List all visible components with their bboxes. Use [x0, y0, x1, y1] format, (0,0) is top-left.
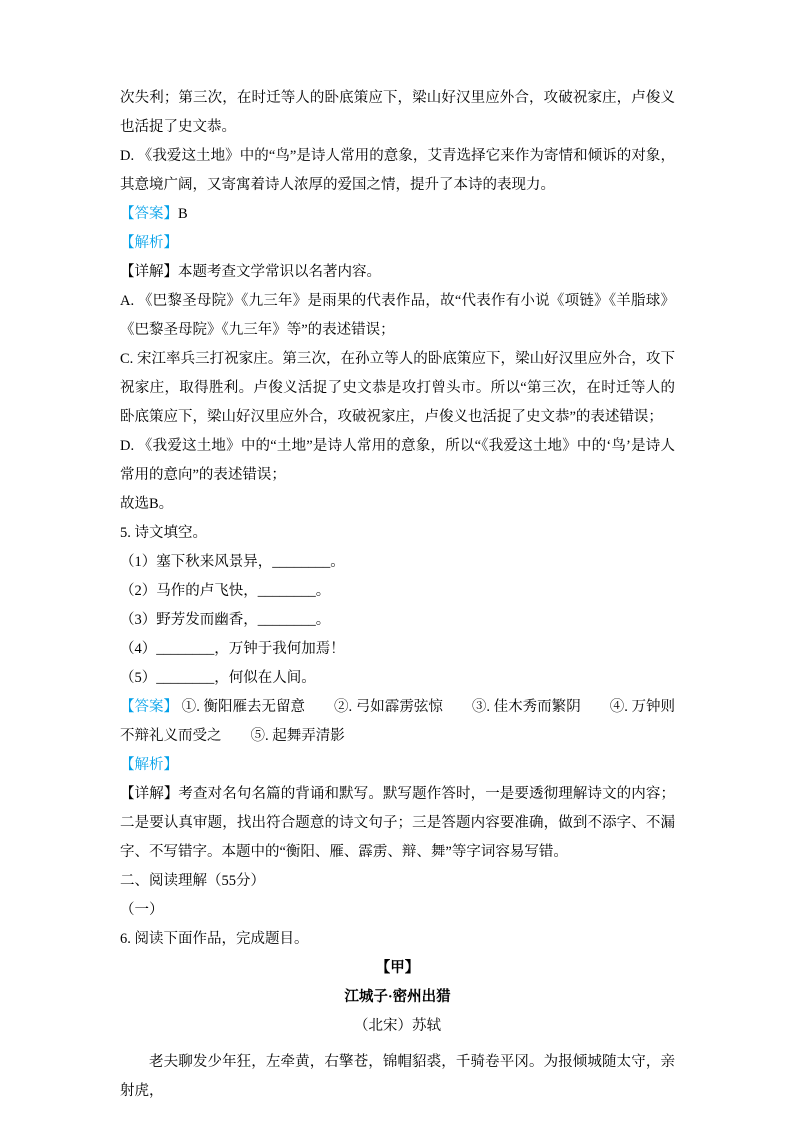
poem-author: （北宋）苏轼: [354, 1018, 441, 1034]
q5-blank-3: （3）野芳发而幽香，________。: [120, 612, 331, 628]
analysis-label: 【解析】: [120, 235, 178, 251]
answer-value: B: [178, 206, 188, 222]
analysis-line-q4: [120, 229, 675, 258]
analysis-label: 【解析】: [120, 757, 178, 773]
option-d-text: D. 《我爱这土地》中的“鸟”是诗人常用的意象，艾青选择它来作为寄情和倾诉的对象，其意境广阔，又寄寓着诗人浓厚的爱国之情，提升了本诗的表现力。: [120, 148, 675, 193]
detail-conclusion: 故选B。: [120, 496, 174, 512]
detail-q5: 【详解】考查对名句名篇的背诵和默写。默写题作答时，一是要透彻理解诗文的内容；二是要认真审题，找出符合题意的诗文句子；三是答题内容要准确，做到不添字、不漏字、不写错字。本题中的“衡阳、雁、霹雳、辩、舞”等字词容易写错。: [120, 786, 675, 860]
q5-blank-5: （5）________，何似在人间。: [120, 670, 316, 686]
answer-label: 【答案】: [120, 206, 178, 222]
detail-option-a: A. 《巴黎圣母院》《九三年》是雨果的代表作品，故“代表作有小说《项链》《羊脂球》《巴黎圣母院》《九三年》等”的表述错误；: [120, 293, 675, 338]
detail-head-q4: 【详解】本题考查文学常识以名著内容。: [120, 264, 381, 280]
q5-blank-4: （4）________，万钟于我何加焉！: [120, 641, 345, 657]
answer-label: 【答案】: [120, 699, 179, 715]
question-5-title: 5. 诗文填空。: [120, 525, 207, 541]
q5-blank-1: （1）塞下秋来风景异，________。: [120, 554, 345, 570]
paragraph-continuation: 次失利；第三次，在时迁等人的卧底策应下，梁山好汉里应外合，攻破祝家庄，卢俊义也活捉了史文恭。: [120, 90, 675, 135]
poem-jia-label: 【甲】: [375, 960, 420, 976]
section-2-title: 二、阅读理解（55分）: [120, 873, 265, 889]
answer-line-q4: [120, 200, 675, 229]
question-6-title: 6. 阅读下面作品，完成题目。: [120, 931, 309, 947]
poem-first-line: 老夫聊发少年狂，左牵黄，右擎苍，锦帽貂裘，千骑卷平冈。为报倾城随太守，亲射虎，: [120, 1054, 675, 1099]
answer-line-q5: [120, 693, 675, 751]
detail-option-c: C. 宋江率兵三打祝家庄。第三次，在孙立等人的卧底策应下，梁山好汉里应外合，攻下祝家庄，取得胜利。卢俊义活捉了史文恭是攻打曾头市。所以“第三次，在时迁等人的卧底策应下，梁山好汉里应外合，攻破祝家庄，卢俊义也活捉了史文恭”的表述错误；: [120, 351, 675, 425]
answer-value: ①. 衡阳雁去无留意 ②. 弓如霹雳弦惊 ③. 佳木秀而繁阴 ④. 万钟则不辩礼义而受之 ⑤. 起舞弄清影: [120, 699, 676, 744]
q5-blank-2: （2）马作的卢飞快，________。: [120, 583, 331, 599]
detail-option-d: D. 《我爱这土地》中的“土地”是诗人常用的意象，所以“《我爱这土地》中的‘鸟’是诗人常用的意向”的表述错误；: [120, 438, 675, 483]
poem-title: 江城子·密州出猎: [344, 989, 451, 1005]
analysis-line-q5: [120, 751, 675, 780]
part-1-label: （一）: [120, 902, 164, 918]
